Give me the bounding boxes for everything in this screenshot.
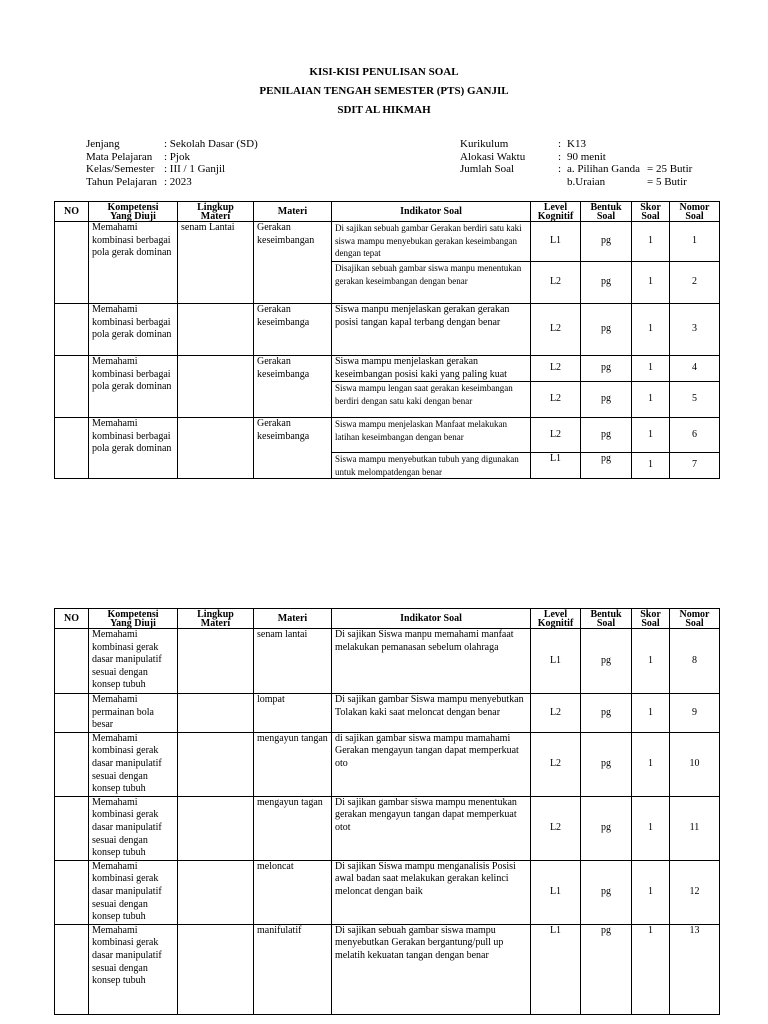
cell-skor: 1 <box>632 732 670 796</box>
header-lingkup: Lingkup Materi <box>178 609 254 629</box>
cell-bentuk: pg <box>581 694 632 733</box>
cell-kompetensi: Memahami permainan bola besar <box>89 694 178 733</box>
cell-bentuk: pg <box>581 304 632 356</box>
cell-indikator: Siswa mampu lengan saat gerakan keseimbangan berdiri dengan satu kaki dengan benar <box>332 382 531 418</box>
table-header-row <box>55 202 720 222</box>
cell-nomor: 4 <box>670 356 720 382</box>
cell-level: L2 <box>531 262 581 304</box>
cell-bentuk: pg <box>581 860 632 924</box>
cell-no <box>55 629 89 694</box>
info-value: 90 menit <box>567 150 606 163</box>
header-skor: Skor Soal <box>632 202 670 222</box>
cell-lingkup <box>178 694 254 733</box>
cell-bentuk: pg <box>581 629 632 694</box>
table-row <box>55 694 720 733</box>
info-value: : III / 1 Ganjil <box>164 163 226 175</box>
cell-bentuk: pg <box>581 796 632 860</box>
info-extra: = 25 Butir <box>647 163 693 175</box>
header-materi: Materi <box>254 202 332 222</box>
table-row <box>55 222 720 262</box>
cell-level: L2 <box>531 382 581 418</box>
cell-level: L1 <box>531 860 581 924</box>
cell-level: L1 <box>531 924 581 1014</box>
cell-nomor: 7 <box>670 453 720 479</box>
cell-no <box>55 222 89 304</box>
header-bentuk: Bentuk Soal <box>581 202 632 222</box>
cell-lingkup <box>178 732 254 796</box>
cell-nomor: 8 <box>670 629 720 694</box>
cell-bentuk: pg <box>581 262 632 304</box>
cell-nomor: 2 <box>670 262 720 304</box>
cell-bentuk: pg <box>581 356 632 382</box>
info-colon <box>558 176 567 189</box>
table-row <box>55 304 720 356</box>
cell-kompetensi: Memahami kombinasi berbagai pola gerak dominan <box>89 304 178 356</box>
cell-bentuk: pg <box>581 924 632 1014</box>
cell-lingkup: senam Lantai <box>178 222 254 304</box>
cell-level: L2 <box>531 356 581 382</box>
title-pts: PENILAIAN TENGAH SEMESTER (PTS) GANJIL <box>259 85 509 97</box>
table-row <box>55 356 720 382</box>
cell-materi: Gerakan keseimbanga <box>254 418 332 479</box>
cell-lingkup <box>178 860 254 924</box>
cell-nomor: 5 <box>670 382 720 418</box>
cell-kompetensi: Memahami kombinasi gerak dasar manipulatif sesuai dengan konsep tubuh <box>89 732 178 796</box>
cell-lingkup <box>178 304 254 356</box>
cell-lingkup <box>178 924 254 1014</box>
header-level: Level Kognitif <box>531 202 581 222</box>
cell-skor: 1 <box>632 222 670 262</box>
cell-skor: 1 <box>632 418 670 453</box>
cell-skor: 1 <box>632 860 670 924</box>
title-kisi-kisi: KISI-KISI PENULISAN SOAL <box>309 66 459 78</box>
table-row <box>55 732 720 796</box>
header-nomor: Nomor Soal <box>670 609 720 629</box>
kisi-table-1 <box>54 201 720 479</box>
cell-bentuk: pg <box>581 453 632 479</box>
header-no: NO <box>55 609 89 629</box>
cell-materi: senam lantai <box>254 629 332 694</box>
cell-nomor: 6 <box>670 418 720 453</box>
cell-skor: 1 <box>632 924 670 1014</box>
cell-materi: Gerakan keseimbanga <box>254 304 332 356</box>
cell-nomor: 12 <box>670 860 720 924</box>
cell-bentuk: pg <box>581 222 632 262</box>
cell-indikator: Siswa manpu menjelaskan gerakan gerakan posisi tangan kapal terbang dengan benar <box>332 304 531 356</box>
info-key: Kelas/Semester <box>86 163 155 175</box>
cell-skor: 1 <box>632 453 670 479</box>
header-kompetensi: Kompetensi Yang Diuji <box>89 202 178 222</box>
info-key: Kurikulum <box>460 138 509 150</box>
cell-skor: 1 <box>632 304 670 356</box>
cell-kompetensi: Memahami kombinasi gerak dasar manipulatif sesuai dengan konsep tubuh <box>89 629 178 694</box>
cell-level: L1 <box>531 629 581 694</box>
info-key: Tahun Pelajaran <box>86 175 158 188</box>
header-materi: Materi <box>254 609 332 629</box>
cell-bentuk: pg <box>581 418 632 453</box>
cell-kompetensi: Memahami kombinasi gerak dasar manipulatif sesuai dengan konsep tubuh <box>89 796 178 860</box>
cell-indikator: Di sajikan gambar siswa mampu menentukan gerakan mengayun tangan dapat memperkuat otot <box>332 796 531 860</box>
document-title-block <box>0 64 768 121</box>
cell-lingkup <box>178 356 254 418</box>
cell-kompetensi: Memahami kombinasi gerak dasar manipulatif sesuai dengan konsep tubuh <box>89 860 178 924</box>
cell-level: L1 <box>531 222 581 262</box>
cell-bentuk: pg <box>581 732 632 796</box>
info-colon: : <box>558 138 562 150</box>
cell-kompetensi: Memahami kombinasi berbagai pola gerak dominan <box>89 356 178 418</box>
table-row <box>55 924 720 1014</box>
cell-skor: 1 <box>632 796 670 860</box>
cell-materi: lompat <box>254 694 332 733</box>
header-bentuk: Bentuk Soal <box>581 609 632 629</box>
table-row <box>55 629 720 694</box>
cell-skor: 1 <box>632 262 670 304</box>
cell-level: L2 <box>531 304 581 356</box>
cell-skor: 1 <box>632 382 670 418</box>
info-value: a. Pilihan Ganda <box>567 163 641 175</box>
header-level: Level Kognitif <box>531 609 581 629</box>
cell-kompetensi: Memahami kombinasi gerak dasar manipulatif sesuai dengan konsep tubuh <box>89 924 178 1014</box>
table-header-row <box>55 609 720 629</box>
cell-nomor: 11 <box>670 796 720 860</box>
info-key: Alokasi Waktu <box>460 150 526 163</box>
cell-skor: 1 <box>632 356 670 382</box>
cell-indikator: Siswa mampu menjelaskan gerakan keseimbangan posisi kaki yang paling kuat <box>332 356 531 382</box>
cell-materi: Gerakan keseimbangan <box>254 222 332 304</box>
cell-materi: manifulatif <box>254 924 332 1014</box>
cell-nomor: 13 <box>670 924 720 1014</box>
header-indikator: Indikator Soal <box>332 609 531 629</box>
cell-no <box>55 694 89 733</box>
info-value: : Pjok <box>164 150 190 163</box>
header-lingkup: Lingkup Materi <box>178 202 254 222</box>
info-key: Jenjang <box>86 138 120 150</box>
cell-level: L2 <box>531 796 581 860</box>
info-colon: : <box>558 163 562 175</box>
cell-indikator: Siswa mampu menjelaskan Manfaat melakukan latihan keseimbangan dengan benar <box>332 418 531 453</box>
cell-materi: meloncat <box>254 860 332 924</box>
title-school: SDIT AL HIKMAH <box>337 104 431 116</box>
cell-skor: 1 <box>632 694 670 733</box>
kisi-table-2 <box>54 608 720 1015</box>
header-indikator: Indikator Soal <box>332 202 531 222</box>
cell-no <box>55 860 89 924</box>
cell-bentuk: pg <box>581 382 632 418</box>
cell-materi: mengayun tagan <box>254 796 332 860</box>
cell-indikator: Di sajikan sebuah gambar Gerakan berdiri satu kaki siswa mampu menyebukan gerakan keseimbangan dengan tepat <box>332 222 531 262</box>
table-row <box>55 796 720 860</box>
cell-no <box>55 796 89 860</box>
info-value: : Sekolah Dasar (SD) <box>164 138 258 150</box>
cell-lingkup <box>178 796 254 860</box>
cell-materi: Gerakan keseimbanga <box>254 356 332 418</box>
info-colon: : <box>558 150 562 163</box>
cell-no <box>55 356 89 418</box>
cell-nomor: 3 <box>670 304 720 356</box>
cell-level: L2 <box>531 732 581 796</box>
cell-no <box>55 732 89 796</box>
cell-level: L2 <box>531 418 581 453</box>
info-extra: = 5 Butir <box>647 175 687 188</box>
cell-indikator: Disajikan sebuah gambar siswa manpu menentukan gerakan keseimbangan dengan benar <box>332 262 531 304</box>
info-value: : 2023 <box>164 175 192 188</box>
header-nomor: Nomor Soal <box>670 202 720 222</box>
cell-indikator: Di sajikan Siswa manpu memahami manfaat melakukan pemanasan sebelum olahraga <box>332 629 531 694</box>
header-skor: Skor Soal <box>632 609 670 629</box>
info-value: K13 <box>567 138 586 150</box>
cell-no <box>55 418 89 479</box>
cell-nomor: 10 <box>670 732 720 796</box>
cell-nomor: 1 <box>670 222 720 262</box>
table-row <box>55 860 720 924</box>
cell-level: L2 <box>531 694 581 733</box>
cell-kompetensi: Memahami kombinasi berbagai pola gerak dominan <box>89 418 178 479</box>
cell-materi: mengayun tangan <box>254 732 332 796</box>
info-key: Mata Pelajaran <box>86 150 153 163</box>
header-no: NO <box>55 202 89 222</box>
cell-indikator: Di sajikan gambar Siswa mampu menyebutkan Tolakan kaki saat meloncat dengan benar <box>332 694 531 733</box>
cell-level: L1 <box>531 453 581 479</box>
cell-indikator: di sajikan gambar siswa mampu mamahami Gerakan mengayun tangan dapat memperkuat oto <box>332 732 531 796</box>
cell-lingkup <box>178 629 254 694</box>
cell-no <box>55 304 89 356</box>
cell-indikator: Di sajikan Siswa mampu menganalisis Posisi awal badan saat melakukan gerakan kelinci meloncat dengan baik <box>332 860 531 924</box>
info-right <box>460 138 692 188</box>
cell-no <box>55 924 89 1014</box>
info-key <box>460 176 558 189</box>
cell-nomor: 9 <box>670 694 720 733</box>
cell-lingkup <box>178 418 254 479</box>
cell-kompetensi: Memahami kombinasi berbagai pola gerak dominan <box>89 222 178 304</box>
cell-indikator: Siswa mampu menyebutkan tubuh yang digunakan untuk melompatdengan benar <box>332 453 531 479</box>
cell-skor: 1 <box>632 629 670 694</box>
table-row <box>55 418 720 453</box>
info-value: b.Uraian <box>567 175 606 188</box>
cell-indikator: Di sajikan sebuah gambar siswa mampu menyebutkan Gerakan bergantung/pull up melatih kekuatan tangan dengan benar <box>332 924 531 1014</box>
info-left <box>86 138 258 188</box>
info-key: Jumlah Soal <box>460 163 515 175</box>
header-kompetensi: Kompetensi Yang Diuji <box>89 609 178 629</box>
